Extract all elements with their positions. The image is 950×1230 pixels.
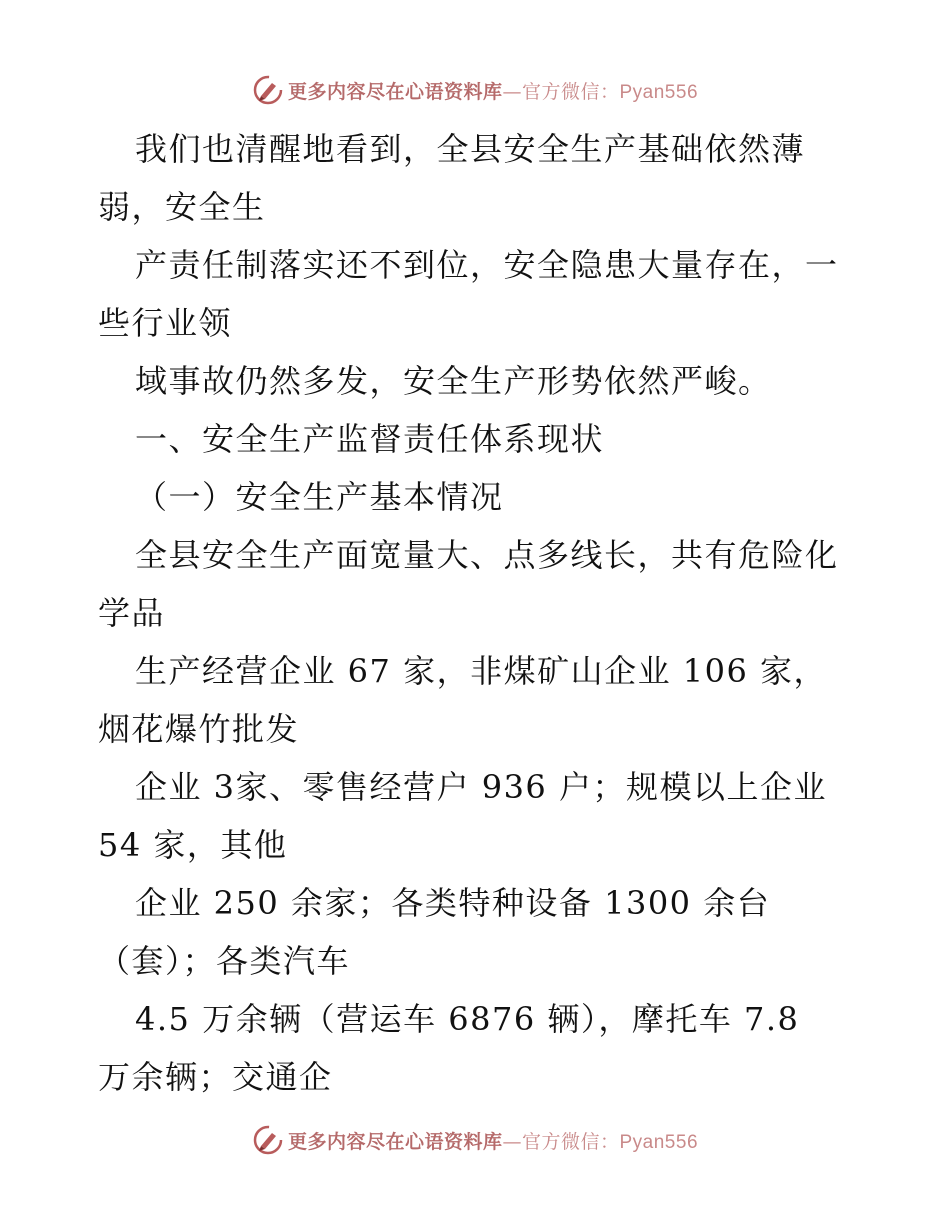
text-line: （套）；各类汽车: [98, 942, 351, 980]
header-watermark-text: [288, 77, 698, 104]
header-watermark: [0, 70, 950, 110]
header-dash: —: [502, 80, 522, 103]
footer-watermark-text: [288, 1127, 698, 1154]
text-line: （一）安全生产基本情况: [135, 478, 504, 516]
text-line: 一、安全生产监督责任体系现状: [135, 420, 605, 458]
footer-account: Pyan556: [619, 1131, 699, 1153]
text-line: 我们也清醒地看到，全县安全生产基础依然薄: [135, 130, 806, 168]
header-official-text: 官方微信：: [521, 80, 620, 103]
text-line: 生产经营企业 67 家，非煤矿山企业 106 家，: [135, 652, 827, 690]
text-line: 全县安全生产面宽量大、点多线长，共有危险化: [135, 536, 839, 574]
footer-official-text: 官方微信：: [521, 1130, 620, 1153]
text-line: 万余辆；交通企: [98, 1058, 333, 1096]
pen-circle-logo-icon: [252, 1124, 284, 1156]
footer-watermark: [0, 1120, 950, 1160]
text-line: 弱，安全生: [98, 188, 266, 226]
text-line: 企业 250 余家；各类特种设备 1300 余台: [135, 884, 771, 922]
footer-site-text: 更多内容尽在心语资料库: [287, 1130, 503, 1153]
text-line: 54 家，其他: [98, 826, 288, 864]
header-site-text: 更多内容尽在心语资料库: [287, 80, 503, 103]
text-line: 些行业领: [98, 304, 233, 342]
text-line: 企业 3家、零售经营户 936 户；规模以上企业: [135, 768, 827, 806]
header-account: Pyan556: [619, 81, 699, 103]
text-line: 学品: [98, 594, 166, 632]
text-line: 域事故仍然多发，安全生产形势依然严峻。: [135, 362, 772, 400]
footer-dash: —: [502, 1130, 522, 1153]
text-line: 产责任制落实还不到位，安全隐患大量存在，一: [135, 246, 839, 284]
text-line: 4.5 万余辆（营运车 6876 辆），摩托车 7.8: [135, 1000, 800, 1038]
document-body: [98, 120, 898, 1106]
text-line: 烟花爆竹批发: [98, 710, 300, 748]
pen-circle-logo-icon: [252, 74, 284, 106]
